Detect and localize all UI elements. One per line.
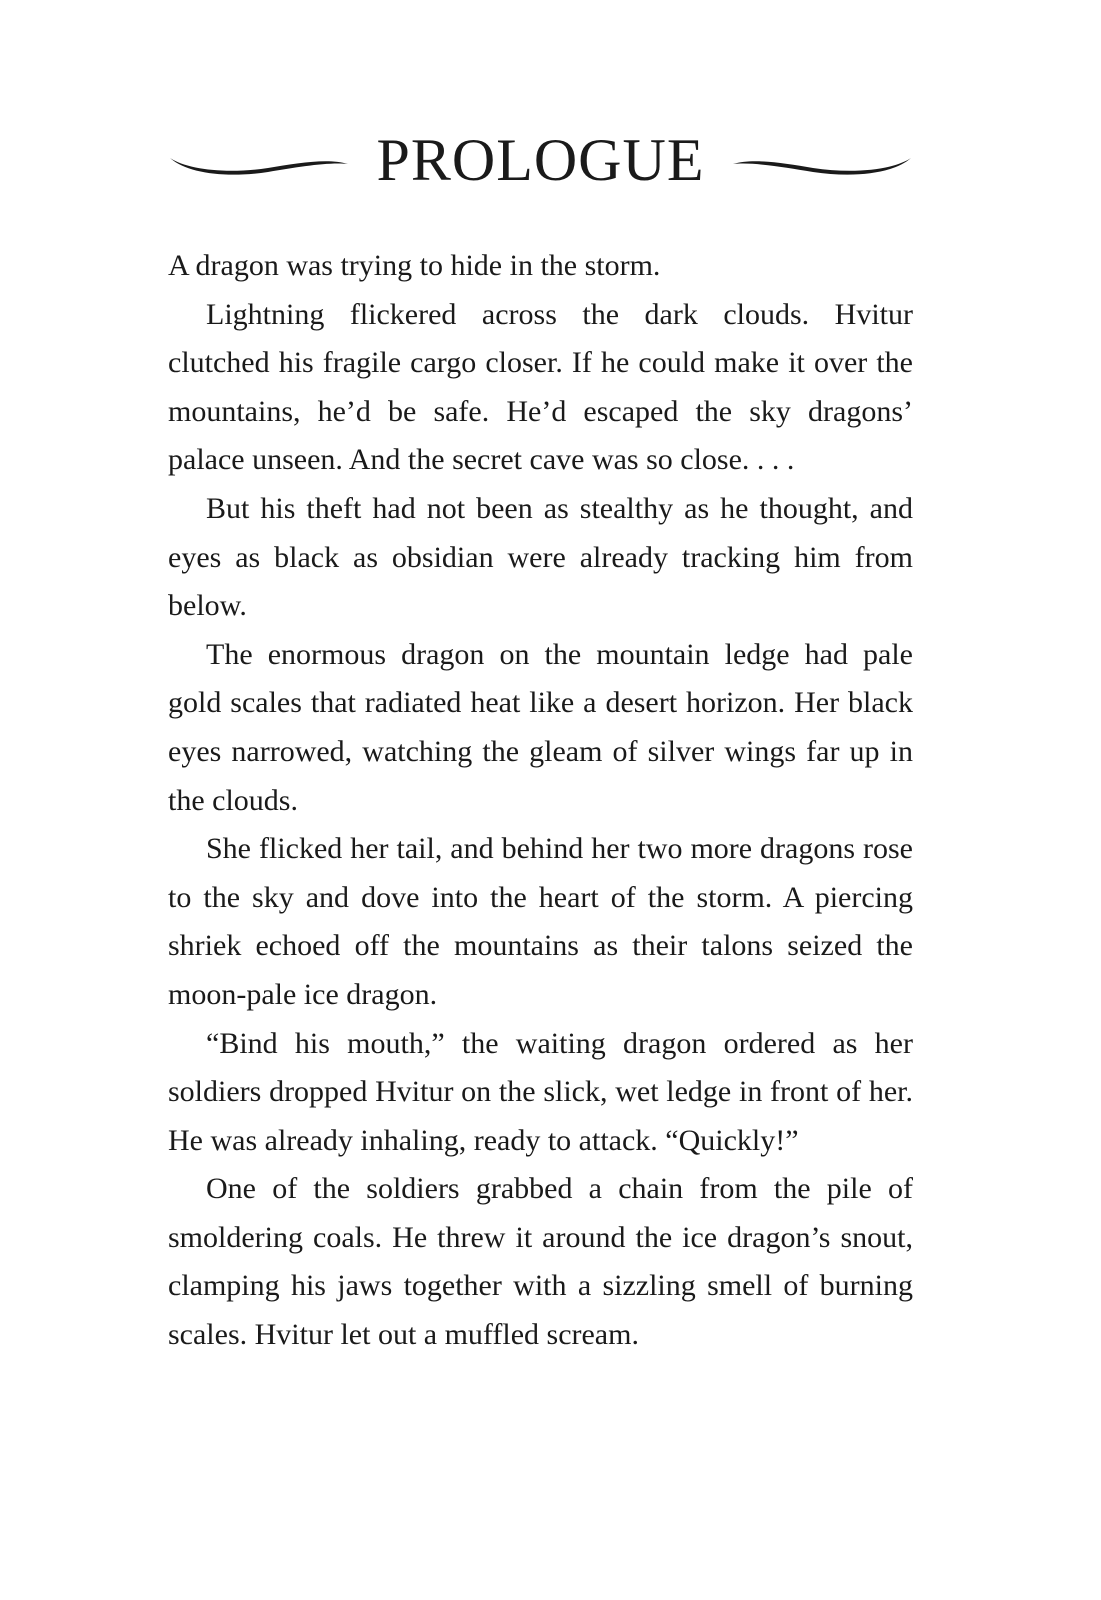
right-swash-ornament <box>731 150 913 180</box>
paragraph-1: A dragon was trying to hide in the storm. <box>168 249 661 282</box>
paragraph-5: She flicked her tail, and behind her two more dragons rose to the sky and dove into the heart of the storm. A piercing shriek echoed off the mountains as their talons seized the moon-pale ice dragon. <box>168 832 913 1011</box>
paragraph-7: One of the soldiers grabbed a chain from the pile of smoldering coals. He threw it around the ice dragon’s snout, clamping his jaws together with a sizzling smell of burning scales. Hvitur let out a muffled scream. <box>168 1172 913 1352</box>
paragraph-4: The enormous dragon on the mountain ledge had pale gold scales that radiated heat like a desert horizon. Her black eyes narrowed, watching the gleam of silver wings far up in the clouds. <box>168 637 913 817</box>
paragraph-6: “Bind his mouth,” the waiting dragon ordered as her soldiers dropped Hvitur on the slick, wet ledge in front of her. He was already inhaling, ready to attack. “Quickly!” <box>168 1026 913 1157</box>
prose-body <box>168 242 913 1360</box>
paragraph-3: But his theft had not been as stealthy as he thought, and eyes as black as obsidian were already tracking him from below. <box>168 491 913 623</box>
chapter-title: PROLOGUE <box>376 127 705 193</box>
paragraph-2: Lightning flickered across the dark clouds. Hvitur clutched his fragile cargo closer. If he could make it over the mountains, he’d be safe. He’d escaped the sky dragons’ palace unseen. And the secret cave was so close. . . . <box>168 297 913 477</box>
chapter-heading <box>168 122 913 202</box>
